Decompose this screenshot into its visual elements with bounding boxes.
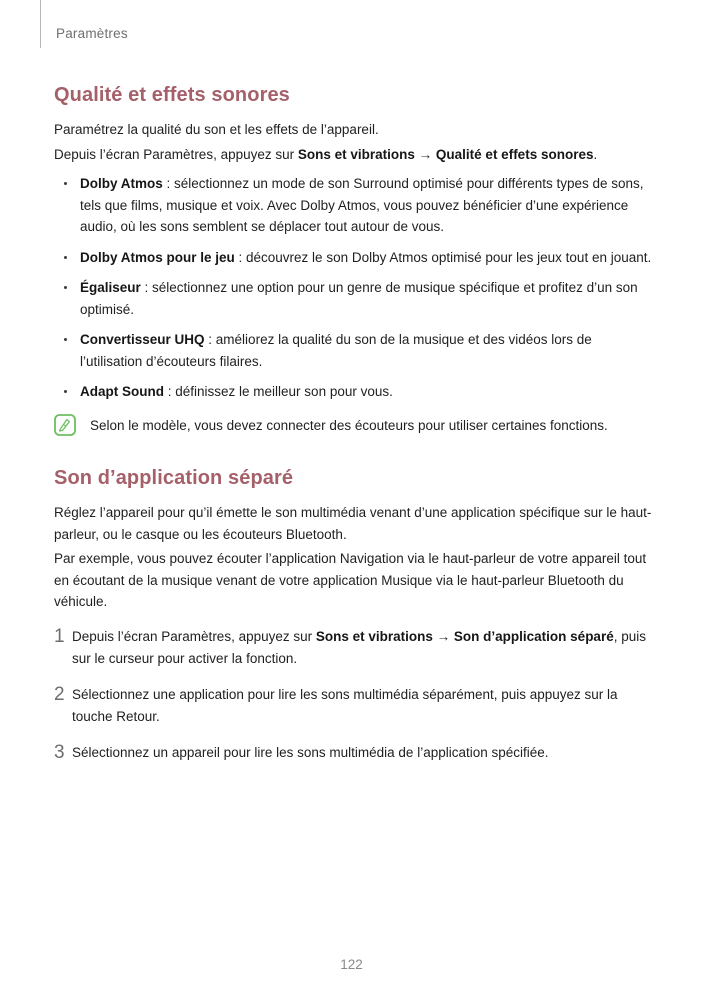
body-paragraph: Réglez l’appareil pour qu’il émette le son multimédia venant d’une application spécifique sur le haut-parleur, ou le casque ou les écouteurs Bluetooth. <box>54 505 652 542</box>
page-content <box>54 84 654 778</box>
step-item <box>54 626 654 670</box>
step-item <box>54 684 654 728</box>
bullet-text: Convertisseur UHQ : améliorez la qualité du son de la musique et des vidéos lors de l’utilisation d’écouteurs filaires. <box>80 332 592 369</box>
section-separate-app-sound <box>54 467 654 764</box>
body-paragraph: Par exemple, vous pouvez écouter l’application Navigation via le haut-parleur de votre appareil tout en écoutant de la musique venant de votre application Musique via le haut-parleur Bluetooth du véhicule. <box>54 551 647 609</box>
pen-note-icon <box>54 414 76 436</box>
step-text: Sélectionnez une application pour lire les sons multimédia séparément, puis appuyez sur la touche Retour. <box>72 686 618 724</box>
step-number: 2 <box>54 683 65 705</box>
page-number: 122 <box>340 957 363 972</box>
step-text: Depuis l’écran Paramètres, appuyez sur Sons et vibrations → Son d’application séparé, puis sur le curseur pour activer la fonction. <box>72 628 646 666</box>
section-heading: Son d’application séparé <box>54 467 294 489</box>
bullet-text: Dolby Atmos : sélectionnez un mode de son Surround optimisé pour différents types de sons, tels que films, musique et voix. Avec Dolby Atmos, vous pouvez bénéficier d’une expérience audio, où les sons semblent se déplacer tout autour de vous. <box>80 176 644 234</box>
chapter-title: Paramètres <box>56 26 128 41</box>
list-item <box>80 247 654 269</box>
intro-paragraph: Depuis l’écran Paramètres, appuyez sur Sons et vibrations → Qualité et effets sonores. <box>54 146 598 162</box>
list-item <box>80 329 654 372</box>
bullet-text: Égaliseur : sélectionnez une option pour un genre de musique spécifique et profitez d’un son optimisé. <box>80 280 638 317</box>
step-number: 1 <box>54 625 65 647</box>
list-item <box>80 277 654 320</box>
feature-bullet-list <box>54 173 654 403</box>
step-number: 3 <box>54 741 65 763</box>
note-callout <box>54 413 654 437</box>
bullet-dot-icon <box>64 286 67 289</box>
bullet-dot-icon <box>64 256 67 259</box>
numbered-step-list <box>54 626 654 764</box>
bullet-dot-icon <box>64 390 67 393</box>
section-heading: Qualité et effets sonores <box>54 84 290 106</box>
step-item <box>54 742 654 764</box>
step-text: Sélectionnez un appareil pour lire les sons multimédia de l’application spécifiée. <box>72 744 549 760</box>
list-item <box>80 173 654 238</box>
list-item <box>80 381 654 403</box>
chapter-header-rule <box>40 0 41 48</box>
bullet-text: Adapt Sound : définissez le meilleur son pour vous. <box>80 384 393 399</box>
section-sound-quality-effects <box>54 84 654 436</box>
bullet-dot-icon <box>64 338 67 341</box>
bullet-text: Dolby Atmos pour le jeu : découvrez le son Dolby Atmos optimisé pour les jeux tout en jouant. <box>80 249 652 265</box>
intro-paragraph: Paramétrez la qualité du son et les effets de l’appareil. <box>54 122 379 137</box>
bullet-dot-icon <box>64 182 67 185</box>
note-text: Selon le modèle, vous devez connecter des écouteurs pour utiliser certaines fonctions. <box>90 417 608 433</box>
